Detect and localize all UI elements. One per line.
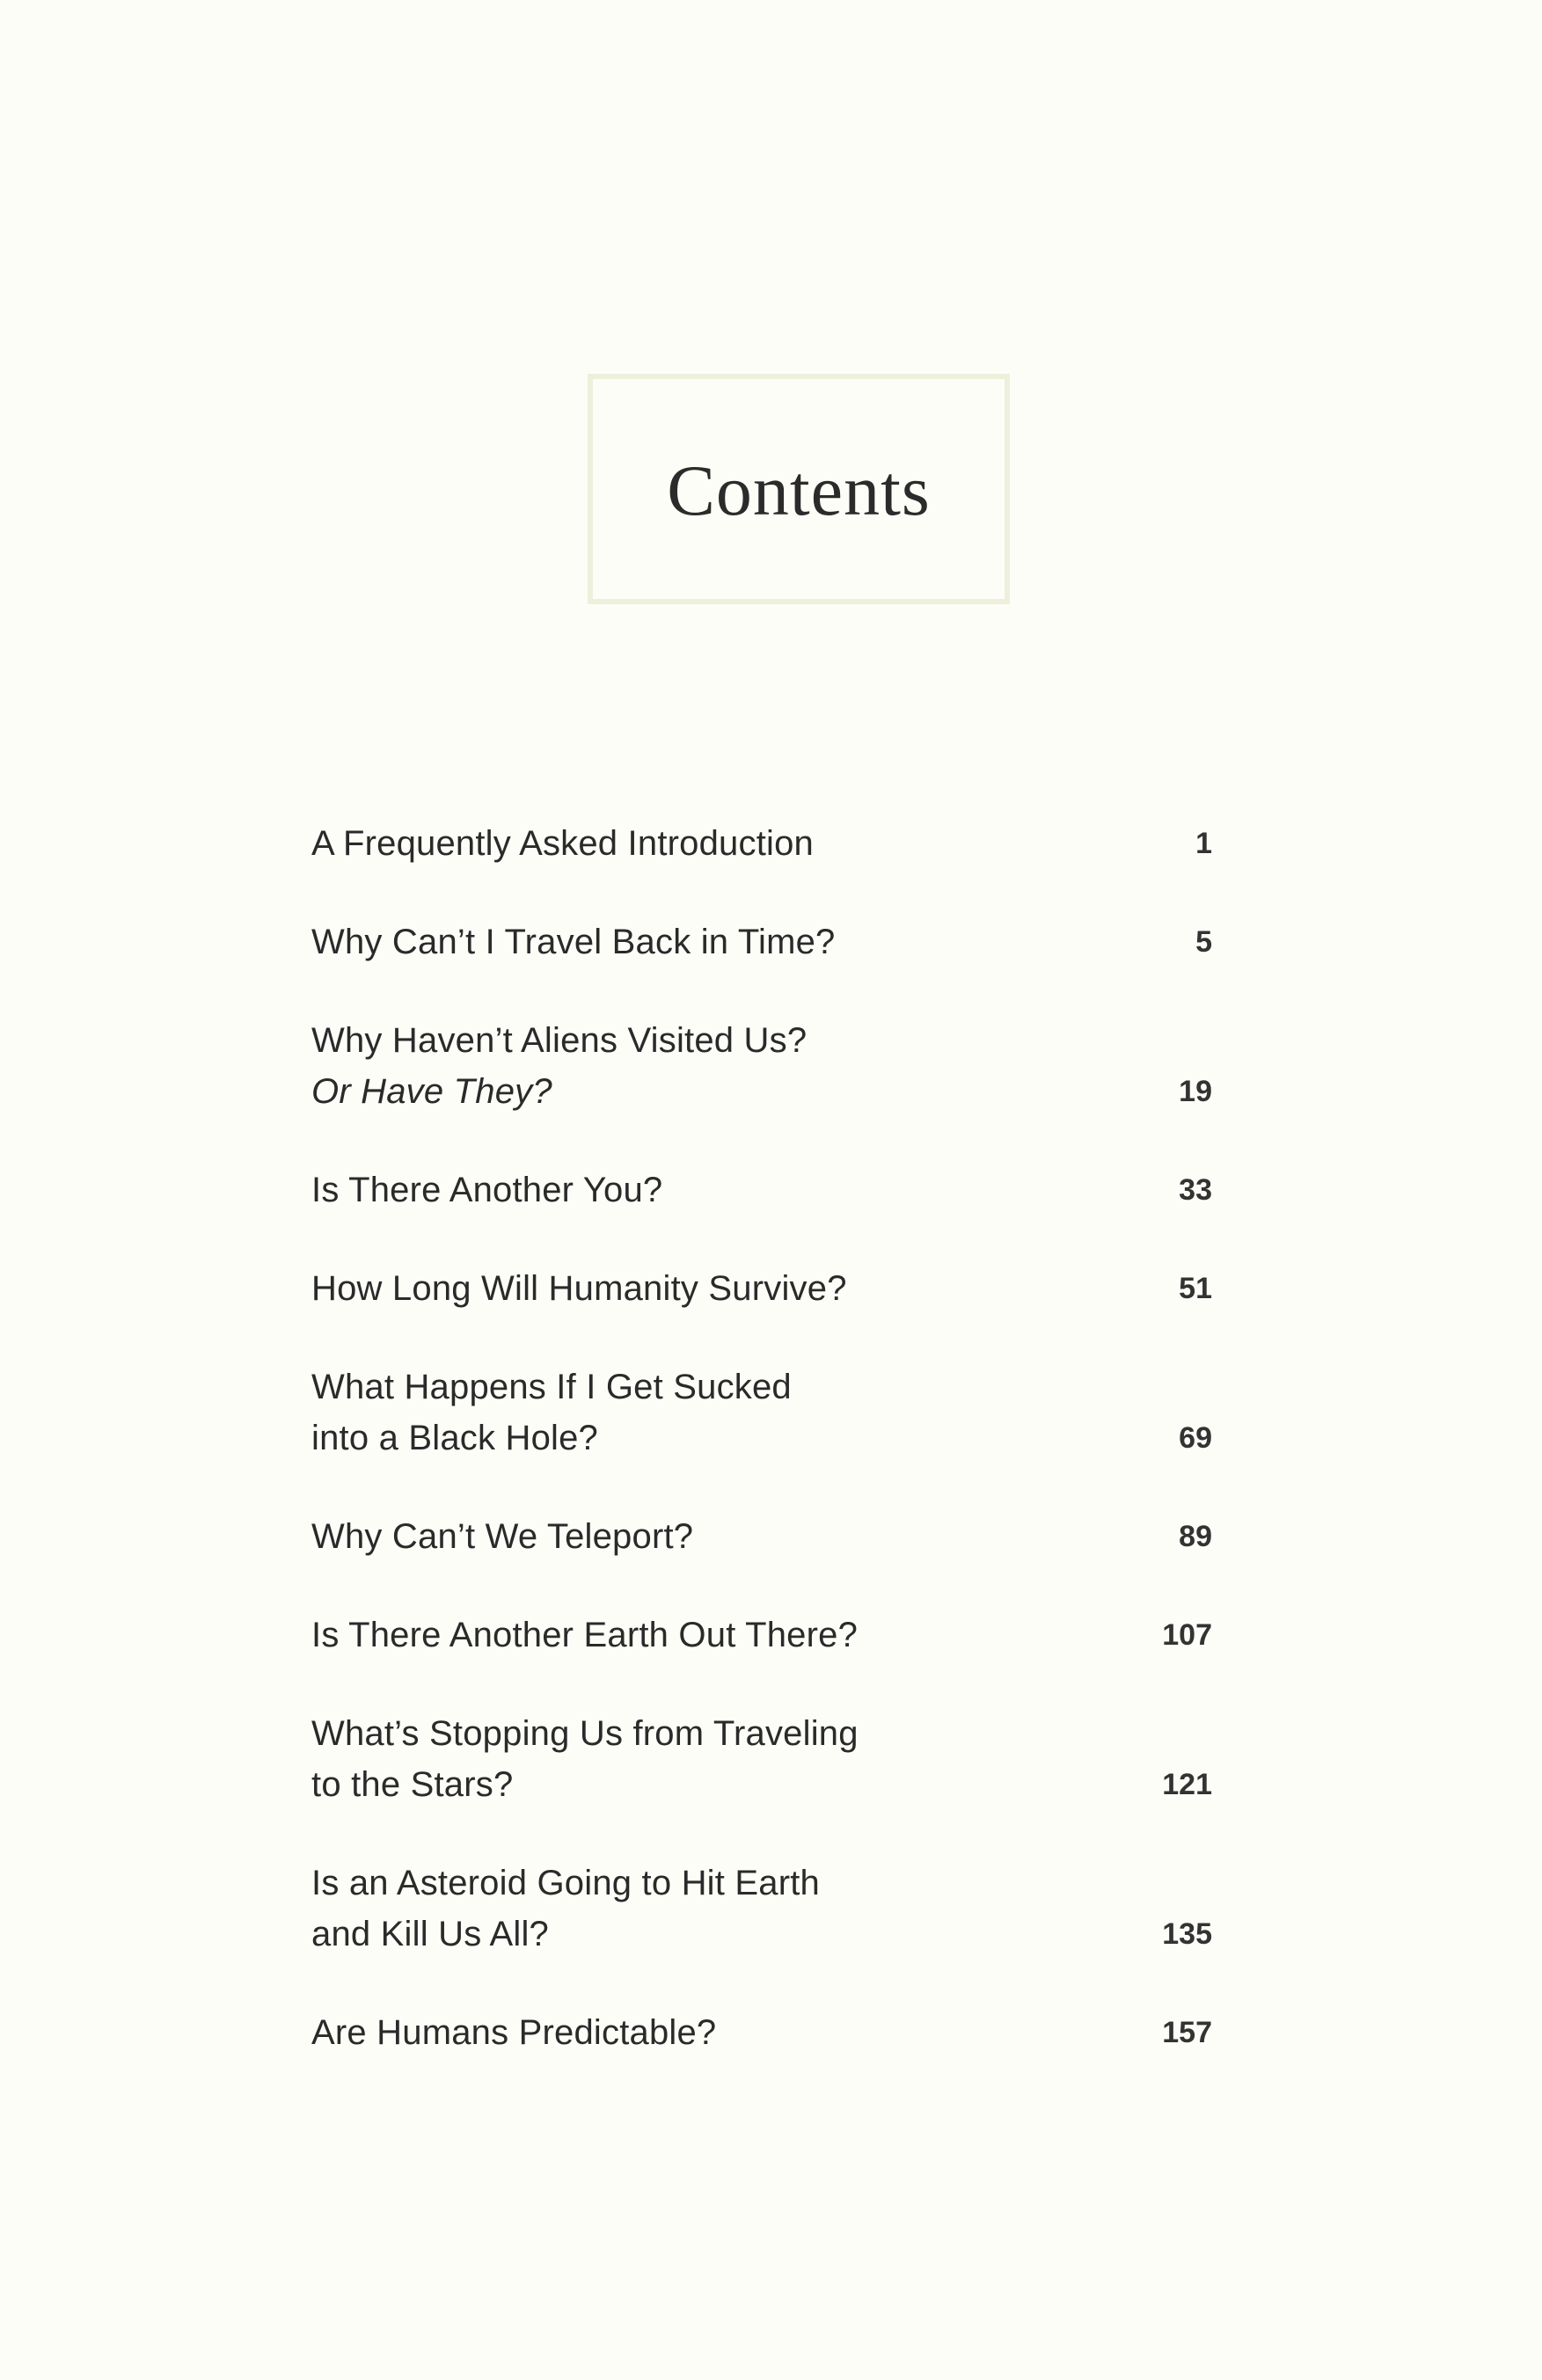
contents-title-box: [588, 374, 1010, 604]
toc-entry-page: 69: [1179, 1421, 1212, 1455]
toc-entry-title-line: Why Haven’t Aliens Visited Us?: [311, 1021, 808, 1060]
toc-entry-title: [311, 1610, 858, 1661]
toc-entry-title: [311, 1858, 820, 1960]
toc-entry-title-line: Is There Another You?: [311, 1171, 663, 1209]
toc-entry-title-line: Is There Another Earth Out There?: [311, 1616, 859, 1654]
toc-entry-title-line: into a Black Hole?: [311, 1419, 599, 1457]
toc-entry-title-line: How Long Will Humanity Survive?: [311, 1269, 847, 1308]
toc-entry[interactable]: [311, 1708, 1212, 1810]
toc-entry-title-line: Are Humans Predictable?: [311, 2013, 717, 2052]
toc-entry-page: 33: [1179, 1173, 1212, 1207]
toc-entry-title-line: Why Can’t I Travel Back in Time?: [311, 923, 836, 961]
toc-entry[interactable]: [311, 1610, 1212, 1661]
toc-entry-title: [311, 2007, 716, 2058]
toc-entry[interactable]: [311, 1164, 1212, 1216]
toc-entry-page: 121: [1162, 1768, 1212, 1801]
toc-entry[interactable]: [311, 2007, 1212, 2058]
toc-entry-title: [311, 1511, 693, 1562]
toc-entry[interactable]: [311, 1362, 1212, 1464]
toc-entry-title-line: Why Can’t We Teleport?: [311, 1517, 694, 1556]
toc-entry-title-line: and Kill Us All?: [311, 1915, 549, 1953]
toc-entry[interactable]: [311, 1263, 1212, 1314]
toc-entry-page: 5: [1195, 925, 1212, 959]
toc-entry-title-line: A Frequently Asked Introduction: [311, 824, 814, 863]
toc-entry[interactable]: [311, 1858, 1212, 1960]
toc-entry-title: [311, 916, 835, 967]
toc-entry-page: 89: [1179, 1520, 1212, 1553]
page-title: Contents: [667, 450, 931, 530]
table-of-contents: [311, 818, 1212, 2106]
toc-entry-page: 135: [1162, 1917, 1212, 1951]
toc-entry[interactable]: [311, 1511, 1212, 1562]
toc-entry-title-line: Is an Asteroid Going to Hit Earth: [311, 1864, 821, 1902]
toc-entry-page: 157: [1162, 2016, 1212, 2049]
toc-entry[interactable]: [311, 1015, 1212, 1117]
toc-entry-title: [311, 1015, 807, 1117]
toc-entry-title-line: What’s Stopping Us from Traveling: [311, 1714, 859, 1753]
toc-entry-page: 107: [1162, 1618, 1212, 1652]
toc-entry-page: 51: [1179, 1272, 1212, 1305]
toc-entry-title: [311, 818, 814, 869]
toc-entry-page: 19: [1179, 1075, 1212, 1108]
toc-entry[interactable]: [311, 916, 1212, 967]
toc-entry[interactable]: [311, 818, 1212, 869]
toc-entry-subtitle: Or Have They?: [311, 1072, 552, 1111]
toc-entry-title: [311, 1263, 847, 1314]
toc-entry-title-line: What Happens If I Get Sucked: [311, 1368, 792, 1406]
toc-entry-title: [311, 1708, 859, 1810]
toc-entry-title: [311, 1362, 792, 1464]
toc-entry-title-line: to the Stars?: [311, 1765, 514, 1804]
toc-entry-title: [311, 1164, 662, 1216]
toc-entry-page: 1: [1195, 827, 1212, 860]
